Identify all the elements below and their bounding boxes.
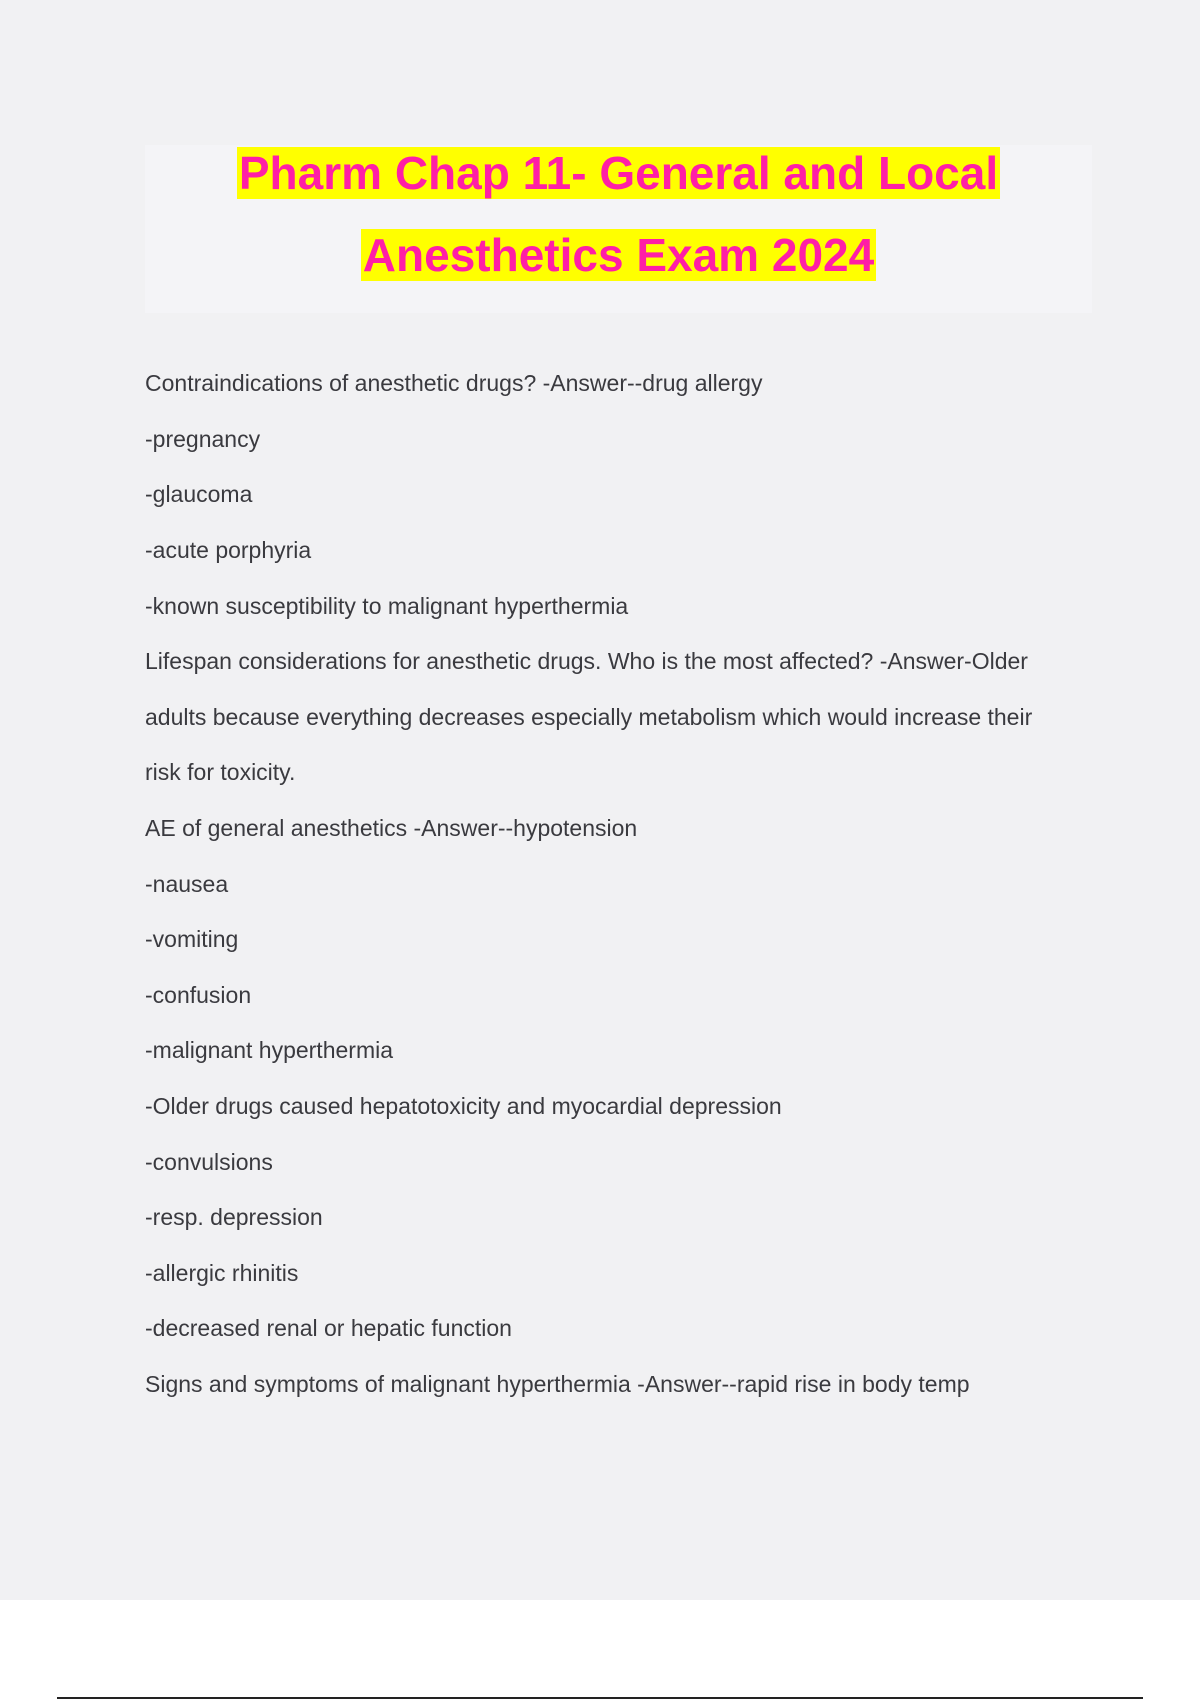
text-line: -resp. depression bbox=[145, 1204, 323, 1230]
text-line: -confusion bbox=[145, 982, 252, 1008]
text-line: AE of general anesthetics -Answer--hypotension bbox=[145, 815, 638, 841]
text-line: -acute porphyria bbox=[145, 537, 312, 563]
text-line: -glaucoma bbox=[145, 481, 253, 507]
text-line: -convulsions bbox=[145, 1149, 273, 1175]
text-line: -pregnancy bbox=[145, 426, 261, 452]
text-line: -Older drugs caused hepatotoxicity and myocardial depression bbox=[145, 1093, 782, 1119]
text-line: -malignant hyperthermia bbox=[145, 1037, 394, 1063]
text-line: Lifespan considerations for anesthetic drugs. Who is the most affected? -Answer-Older bbox=[145, 648, 1028, 674]
text-line: -vomiting bbox=[145, 926, 239, 952]
text-line: -nausea bbox=[145, 871, 229, 897]
footer-divider bbox=[57, 1697, 1143, 1699]
title-line-2 bbox=[145, 227, 1092, 283]
title-line-1-text: Pharm Chap 11- General and Local bbox=[238, 147, 999, 199]
text-line: Signs and symptoms of malignant hyperthermia -Answer--rapid rise in body temp bbox=[145, 1371, 970, 1397]
title-line-1 bbox=[145, 145, 1092, 201]
text-line: risk for toxicity. bbox=[145, 759, 296, 785]
text-line: Contraindications of anesthetic drugs? -Answer--drug allergy bbox=[145, 370, 763, 396]
title-line-2-text: Anesthetics Exam 2024 bbox=[362, 229, 875, 281]
page-title bbox=[145, 145, 1092, 313]
text-line: -decreased renal or hepatic function bbox=[145, 1315, 512, 1341]
text-line: -allergic rhinitis bbox=[145, 1260, 299, 1286]
text-line: -known susceptibility to malignant hyperthermia bbox=[145, 593, 629, 619]
text-line: adults because everything decreases especially metabolism which would increase their bbox=[145, 704, 1033, 730]
